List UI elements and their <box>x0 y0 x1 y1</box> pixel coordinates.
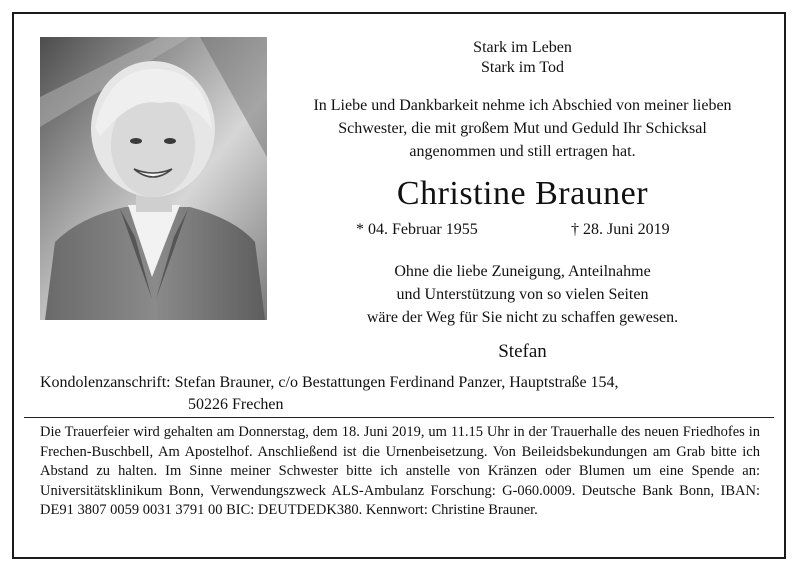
deceased-name: Christine Brauner <box>396 175 649 212</box>
thanks-line-1: Ohne die liebe Zuneigung, Anteilnahme <box>394 263 651 280</box>
motto-line-1: Stark im Leben <box>473 39 572 56</box>
thanks-text <box>280 260 765 329</box>
section-divider <box>24 417 774 418</box>
signer-name: Stefan <box>498 341 547 362</box>
condolence-address <box>40 372 760 416</box>
death-date: † 28. Juni 2019 <box>571 221 670 238</box>
thanks-line-2: und Unterstützung von so vielen Seiten <box>396 286 649 303</box>
condolence-line-1: Kondolenzanschrift: Stefan Brauner, c/o Bestattungen Ferdinand Panzer, Hauptstraße 154, <box>40 374 619 391</box>
motto-line-2: Stark im Tod <box>480 59 565 76</box>
intro-line-2: Schwester, die mit großem Mut und Geduld Ihr Schicksal <box>338 120 707 137</box>
portrait-photo <box>40 37 267 320</box>
condolence-line-2: 50226 Frechen <box>188 396 284 413</box>
intro-line-1: In Liebe und Dankbarkeit nehme ich Abschied von meiner lieben <box>313 97 732 114</box>
portrait-illustration <box>40 37 267 320</box>
thanks-line-3: wäre der Weg für Sie nicht zu schaffen gewesen. <box>366 309 679 326</box>
funeral-details: Die Trauerfeier wird gehalten am Donnerstag, dem 18. Juni 2019, um 11.15 Uhr in der Trauerhalle des neuen Friedhofes in Frechen-Buschbell, Am Apostelhof. Anschließend ist die Urnenbeisetzung. Von Beileidsbekundungen am Grab bitte ich Abstand zu halten. Im Sinne meiner Schwester bitte ich anstelle von Kränzen oder Blumen um eine Spende an: Universitätsklinikum Bonn, Verwendungszweck ALS-Ambulanz Forschung: G-060.0009. Deutsche Bank Bonn, IBAN: DE91 3807 0059 0031 3791 00 BIC: DEUTDEDK380. Kennwort: Christine Brauner. <box>40 424 760 518</box>
intro-line-3: angenommen und still ertragen hat. <box>409 143 636 160</box>
intro-text <box>280 94 765 163</box>
birth-date: * 04. Februar 1955 <box>356 221 478 238</box>
motto <box>280 38 765 78</box>
